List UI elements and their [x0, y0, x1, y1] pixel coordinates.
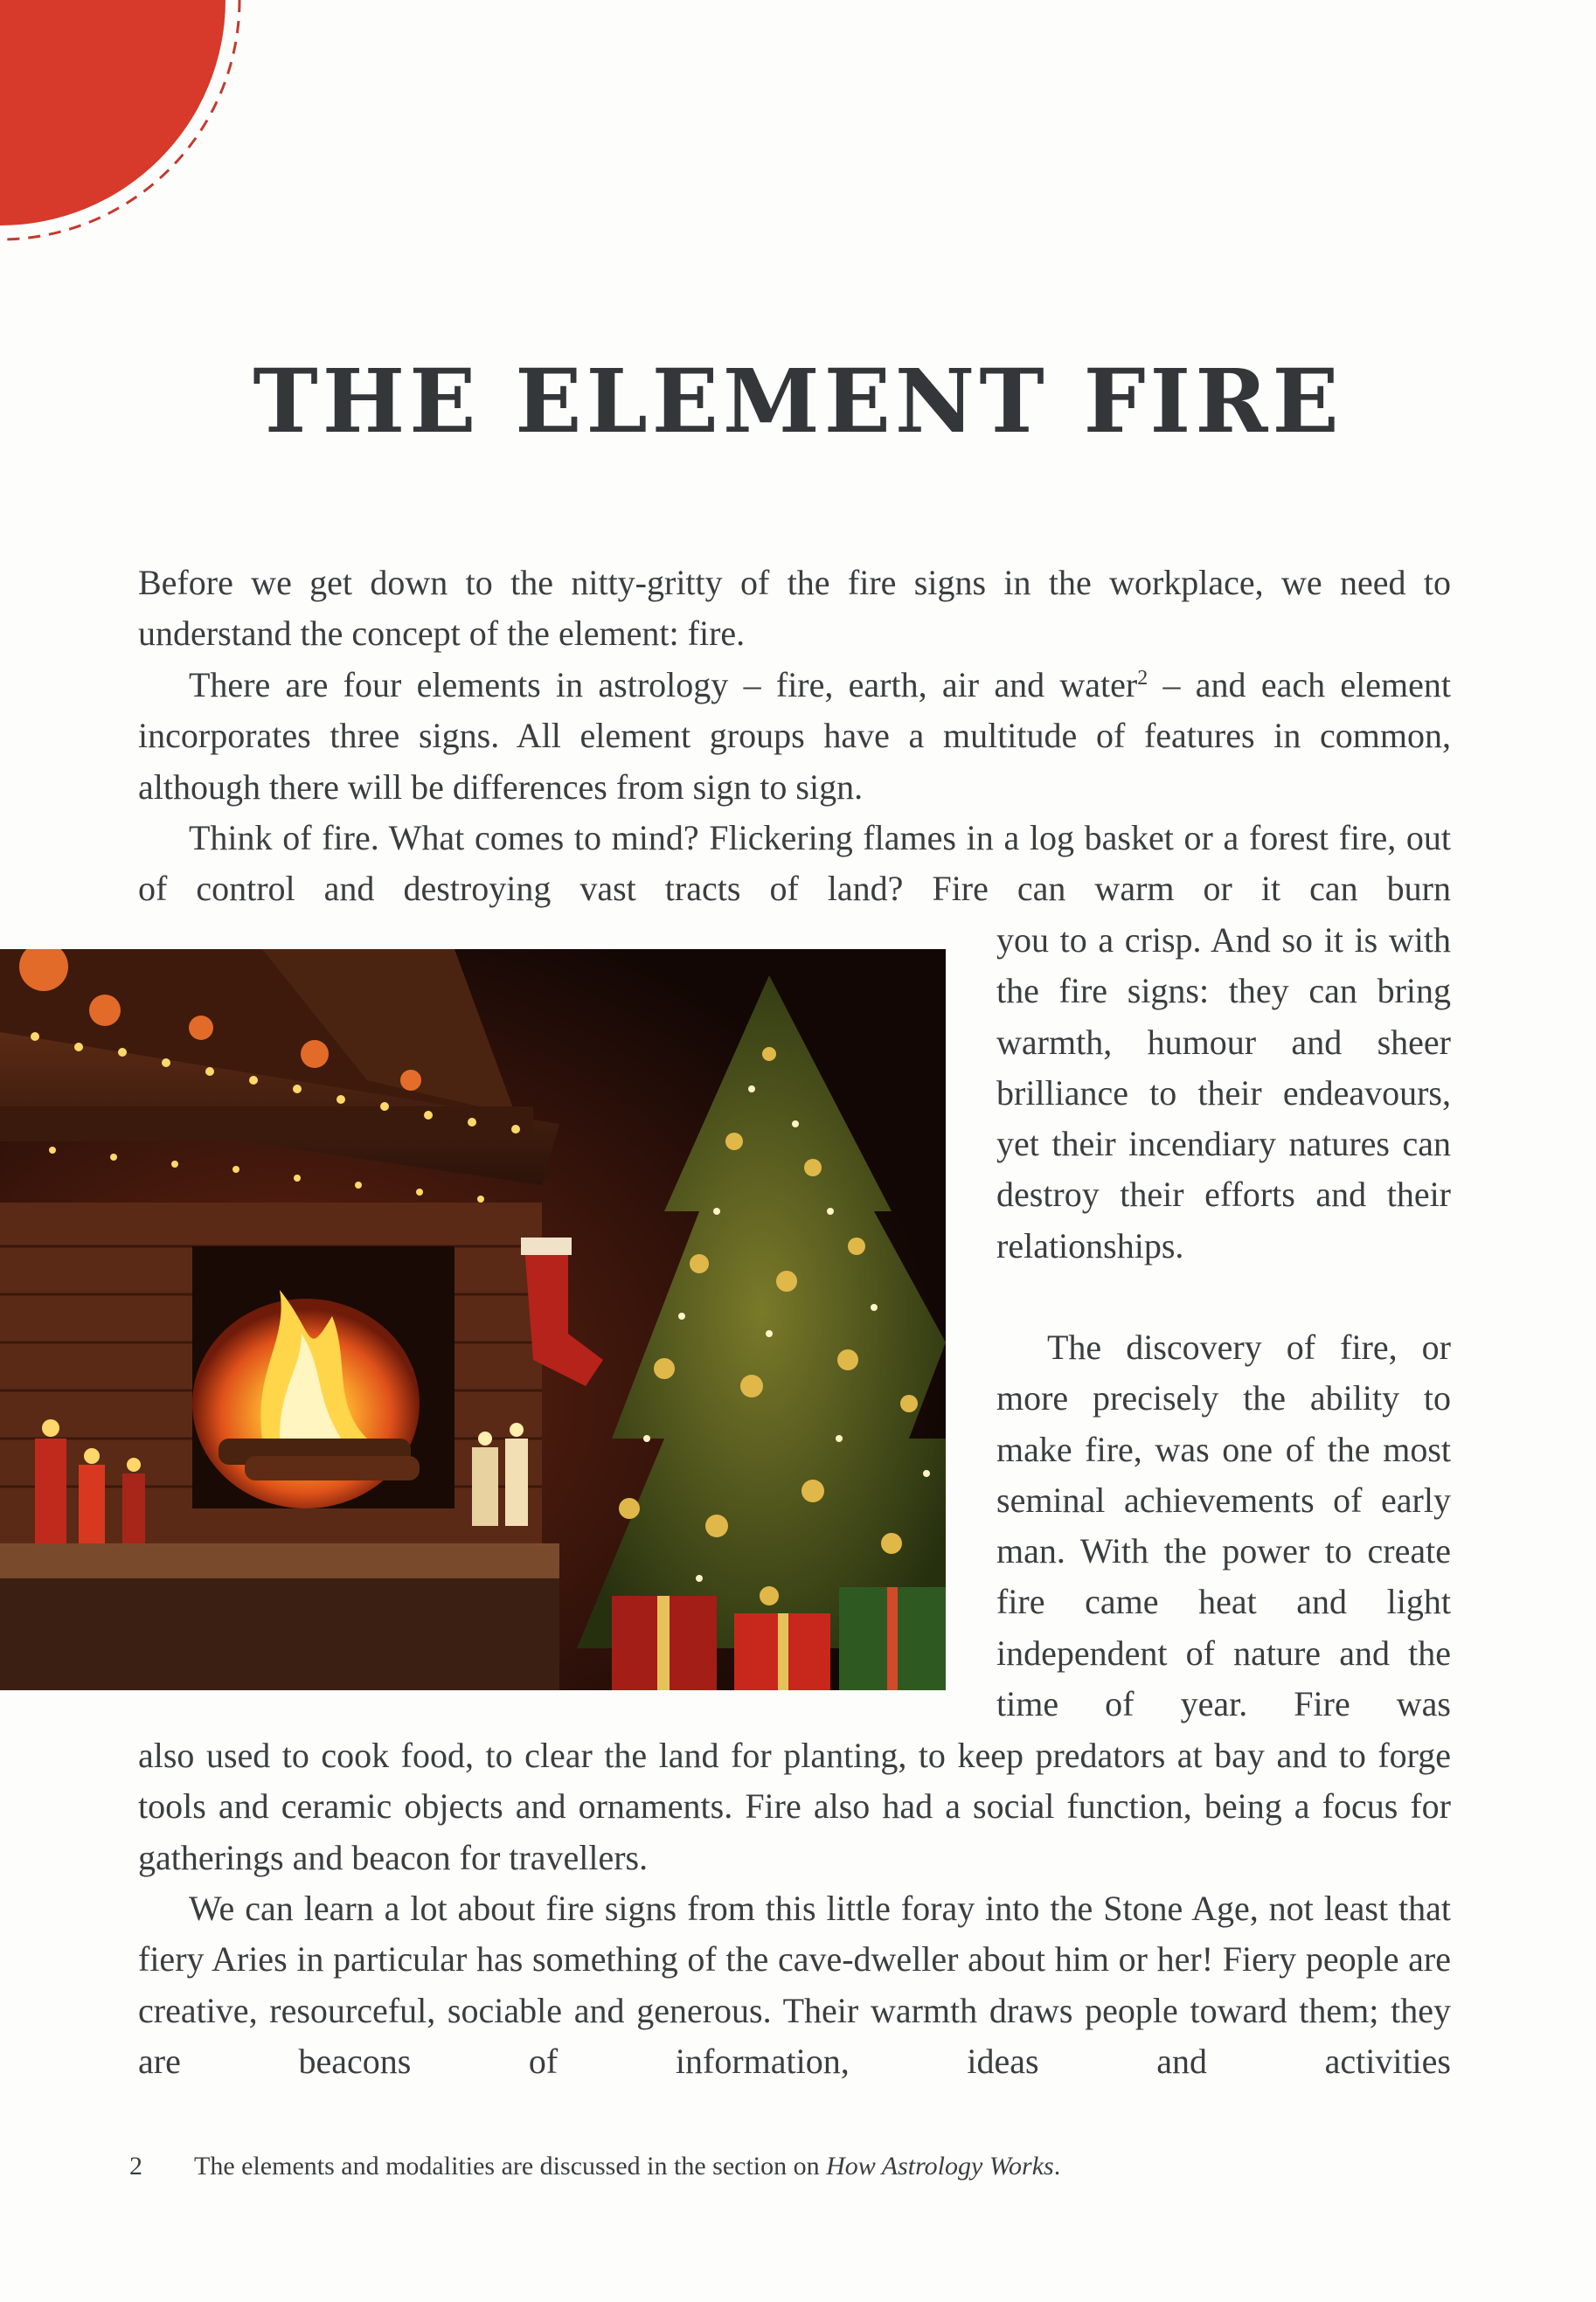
paragraph-elements-text-a: There are four elements in astrology – fire, earth, air and water — [189, 665, 1138, 704]
paragraph-discovery-side: The discovery of fire, or more precisely the ability to make fire, was one of the most seminal achievements of early man. With the power to create fire came heat and light independent of nature and the time of year. Fire was — [996, 1328, 1451, 1724]
corner-decoration — [0, 0, 262, 262]
footnote-text: The elements and modalities are discussed in the section on — [194, 2152, 827, 2181]
footnote-reference-title: How Astrology Works — [826, 2152, 1054, 2181]
footnote-reference: 2 — [1137, 667, 1148, 690]
paragraph-intro: Before we get down to the nitty-gritty of the fire signs in the workplace, we need to understand the concept of the element: fire. — [138, 563, 1451, 654]
page-title: THE ELEMENT FIRE — [253, 350, 1343, 453]
footnote-end: . — [1053, 2152, 1061, 2181]
footnote — [129, 2152, 1060, 2181]
paragraph-stone-age: We can learn a lot about fire signs from this little foray into the Stone Age, not least that fiery Aries in particular has something of the cave-dweller about him or her! Fiery people are creative, resourceful, sociable and generous. Their warmth draws people toward them; they are beacons of information, ideas and activities — [138, 1889, 1451, 2081]
paragraph-fire-signs-side: you to a crisp. And so it is with the fire signs: they can bring warmth, humour and sheer brilliance to their endeavours, yet their incendiary natures can destroy their efforts and their relationships. — [996, 920, 1451, 1265]
paragraph-elements-text-b: – and each element incorporates three signs. All element groups have a multitude of features in common, although there will be differences from sign to sign. — [138, 665, 1451, 807]
fireplace-christmas-tree-photo — [0, 949, 946, 1690]
paragraph-think-of-fire: Think of fire. What comes to mind? Flickering flames in a log basket or a forest fire, out of control and destroying vast tracts of land? Fire can warm or it can burn — [138, 818, 1451, 909]
paragraph-elements — [138, 660, 1451, 813]
footnote-number: 2 — [129, 2152, 142, 2181]
paragraph-discovery-continued: also used to cook food, to clear the land for planting, to keep predators at bay and to forge tools and ceramic objects and ornaments. Fire also had a social function, being a focus for gatherings and beacon for travellers. — [138, 1736, 1451, 1877]
